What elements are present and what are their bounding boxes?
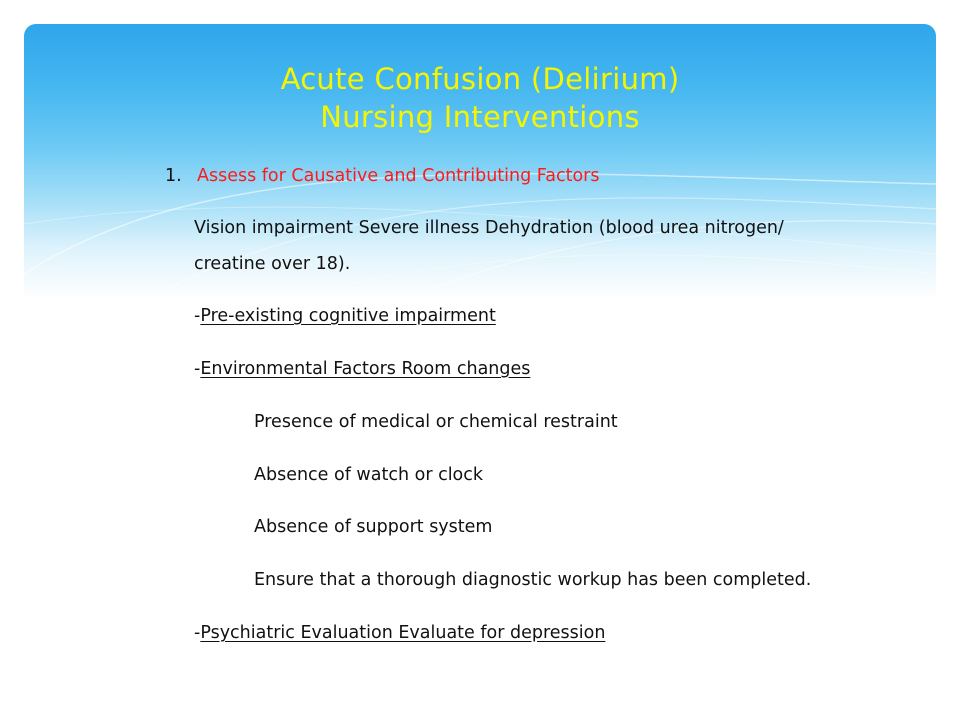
sub-item-support: Absence of support system — [254, 517, 493, 537]
item-number: 1. — [165, 166, 182, 186]
pre-existing-text: Pre-existing cognitive impairment — [200, 306, 496, 326]
dash-prefix: - — [194, 623, 201, 643]
psychiatric-text: Psychiatric Evaluation Evaluate for depression — [200, 623, 606, 643]
item-heading: Assess for Causative and Contributing Factors — [197, 166, 600, 186]
psychiatric-item — [194, 623, 605, 643]
sub-item-workup: Ensure that a thorough diagnostic workup has been completed. — [254, 570, 812, 590]
environmental-item — [194, 359, 530, 379]
dash-prefix: - — [194, 306, 201, 326]
factors-line-2: creatine over 18). — [194, 254, 351, 274]
dash-prefix: - — [194, 359, 201, 379]
title-line-1: Acute Confusion (Delirium) — [280, 62, 680, 96]
pre-existing-item — [194, 306, 496, 326]
environmental-text: Environmental Factors Room changes — [200, 359, 531, 379]
sub-item-watch: Absence of watch or clock — [254, 465, 484, 485]
sub-item-restraint: Presence of medical or chemical restraint — [254, 412, 618, 432]
factors-line-1: Vision impairment Severe illness Dehydration (blood urea nitrogen/ — [194, 218, 784, 238]
title-line-2: Nursing Interventions — [320, 100, 640, 134]
